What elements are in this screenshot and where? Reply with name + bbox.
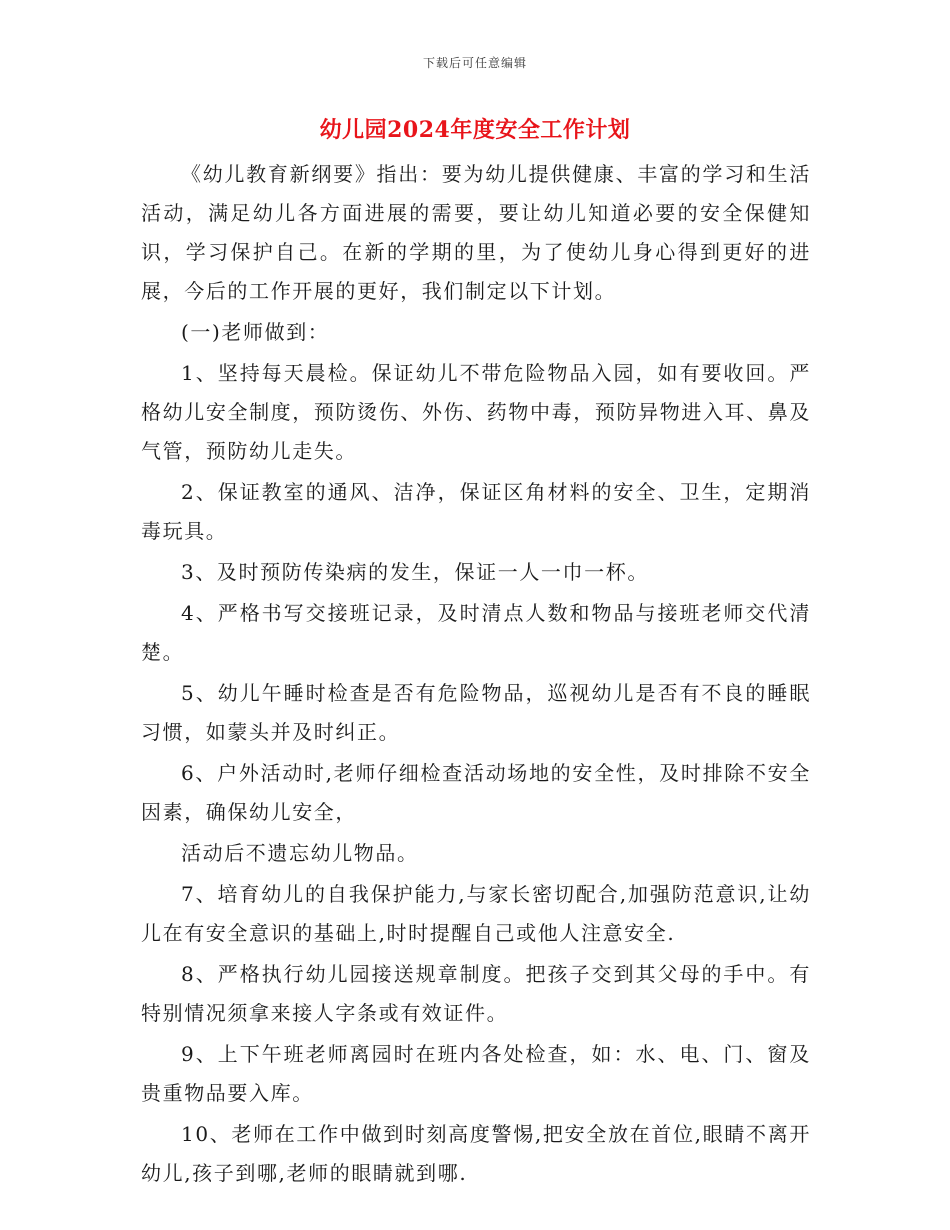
download-note: 下载后可任意编辑 [422, 56, 527, 70]
list-item: 1、坚持每天晨检。保证幼儿不带危险物品入园，如有要收回。严格幼儿安全制度，预防烫伤、外伤、药物中毒，预防异物进入耳、鼻及气管，预防幼儿走失。 [141, 361, 811, 463]
list-item: 2、保证教室的通风、洁净，保证区角材料的安全、卫生，定期消毒玩具。 [141, 480, 811, 543]
list-item: 9、上下午班老师离园时在班内各处检查，如：水、电、门、窗及贵重物品要入库。 [141, 1042, 811, 1105]
document-title: 幼儿园2024年度安全工作计划 [319, 117, 631, 143]
list-item: 7、培育幼儿的自我保护能力,与家长密切配合,加强防范意识,让幼儿在有安全意识的基础上,时时提醒自己或他人注意安全. [141, 882, 811, 945]
document-body [141, 155, 811, 1195]
intro-paragraph: 《幼儿教育新纲要》指出：要为幼儿提供健康、丰富的学习和生活活动，满足幼儿各方面进展的需要，要让幼儿知道必要的安全保健知识，学习保护自己。在新的学期的里，为了使幼儿身心得到更好的进展，今后的工作开展的更好，我们制定以下计划。 [141, 162, 811, 303]
list-item: 6、户外活动时,老师仔细检查活动场地的安全性，及时排除不安全因素，确保幼儿安全， [141, 761, 811, 824]
list-item-continuation: 活动后不遗忘幼儿物品。 [181, 841, 419, 865]
list-item: 5、幼儿午睡时检查是否有危险物品，巡视幼儿是否有不良的睡眠习惯，如蒙头并及时纠正。 [141, 681, 811, 744]
list-item: 4、严格书写交接班记录，及时清点人数和物品与接班老师交代清楚。 [141, 601, 811, 664]
section-heading-teachers: (一)老师做到： [181, 320, 330, 344]
list-item: 3、及时预防传染病的发生，保证一人一巾一杯。 [181, 560, 649, 584]
list-item: 10、老师在工作中做到时刻高度警惕,把安全放在首位,眼睛不离开幼儿,孩子到哪,老师的眼睛就到哪. [141, 1122, 811, 1185]
list-item: 8、严格执行幼儿园接送规章制度。把孩子交到其父母的手中。有特别情况须拿来接人字条或有效证件。 [141, 962, 811, 1025]
